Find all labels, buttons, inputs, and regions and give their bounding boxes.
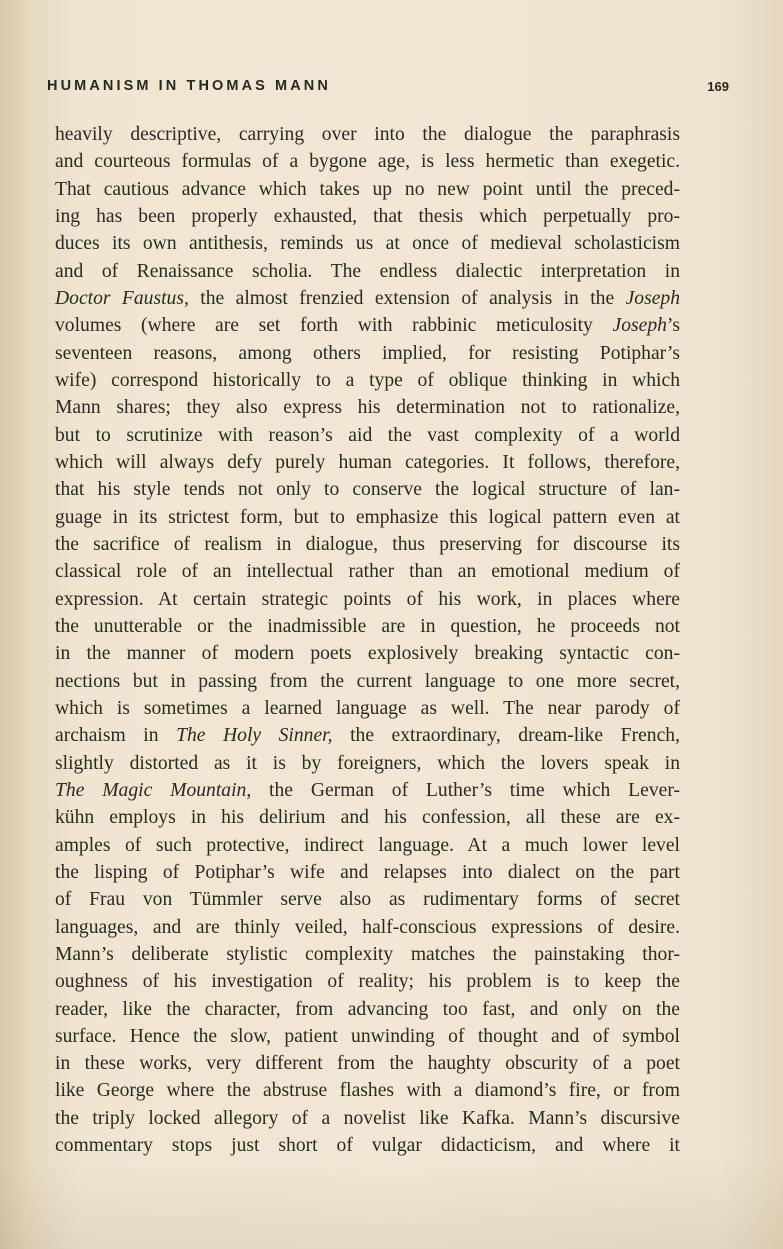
text-line: seventeen reasons, among others implied, for resisting Potiphar’s: [55, 342, 680, 364]
text-line: slightly distorted as it is by foreigners, which the lovers speak in: [55, 752, 680, 774]
italic-title: Joseph: [625, 287, 681, 309]
text-line: surface. Hence the slow, patient unwinding of thought and of symbol: [55, 1025, 680, 1047]
text-line: like George where the abstruse flashes with a diamond’s fire, or from: [55, 1080, 680, 1102]
text-line: wife) correspond historically to a type of oblique thinking in which: [55, 369, 680, 391]
running-title: HUMANISM IN THOMAS MANN: [47, 78, 331, 94]
text-line: of Frau von Tümmler serve also as rudimentary forms of secret: [55, 889, 680, 911]
text-line: That cautious advance which takes up no new point until the preced-: [55, 178, 680, 200]
text-line: Mann’s deliberate stylistic complexity matches the painstaking thor-: [55, 943, 680, 965]
text-line: oughness of his investigation of reality; his problem is to keep the: [55, 971, 680, 993]
running-head: [47, 74, 729, 100]
text-line: Doctor Faustus, the almost frenzied extension of analysis in the Joseph: [55, 287, 681, 309]
text-line: ing has been properly exhausted, that thesis which perpetually pro-: [55, 205, 680, 227]
text-line: archaism in The Holy Sinner, the extraordinary, dream-like French,: [55, 725, 680, 747]
text-line: duces its own antithesis, reminds us at once of medieval scholasticism: [55, 233, 680, 255]
text-line: but to scrutinize with reason’s aid the vast complexity of a world: [55, 424, 680, 446]
text-line: in these works, very different from the haughty obscurity of a poet: [55, 1053, 680, 1075]
text-line: which will always defy purely human categories. It follows, therefore,: [55, 451, 680, 473]
text-line: guage in its strictest form, but to emphasize this logical pattern even at: [55, 506, 680, 528]
italic-title: Joseph: [612, 315, 667, 337]
body-text: [55, 121, 680, 1159]
text-line: and courteous formulas of a bygone age, is less hermetic than exegetic.: [55, 151, 680, 173]
text-line: reader, like the character, from advancing too fast, and only on the: [55, 998, 680, 1020]
text-line: amples of such protective, indirect language. At a much lower level: [55, 834, 680, 856]
text-line: commentary stops just short of vulgar didacticism, and where it: [55, 1135, 680, 1157]
text-line: The Magic Mountain, the German of Luther’s time which Lever-: [55, 779, 680, 801]
text-line: the unutterable or the inadmissible are in question, he proceeds not: [55, 615, 680, 637]
text-line: classical role of an intellectual rather than an emotional medium of: [55, 561, 680, 583]
text-line: in the manner of modern poets explosively breaking syntactic con-: [55, 643, 680, 665]
text-line: nections but in passing from the current language to one more secret,: [55, 670, 680, 692]
italic-title: The Magic Mountain,: [55, 779, 252, 801]
text-line: that his style tends not only to conserve the logical structure of lan-: [55, 479, 680, 501]
text-line: expression. At certain strategic points of his work, in places where: [55, 588, 680, 610]
text-line: and of Renaissance scholia. The endless dialectic interpretation in: [55, 260, 680, 282]
text-line: which is sometimes a learned language as well. The near parody of: [55, 697, 680, 719]
text-line: volumes (where are set forth with rabbinic meticulosity Joseph’s: [55, 315, 680, 337]
text-line: the sacrifice of realism in dialogue, thus preserving for discourse its: [55, 533, 680, 555]
text-line: heavily descriptive, carrying over into the dialogue the paraphrasis: [55, 124, 680, 145]
italic-title: The Holy Sinner,: [176, 725, 333, 747]
text-line: languages, and are thinly veiled, half-conscious expressions of desire.: [55, 916, 680, 938]
text-line: Mann shares; they also express his determination not to rationalize,: [55, 397, 680, 419]
text-line: kühn employs in his delirium and his confession, all these are ex-: [55, 807, 680, 829]
italic-title: Doctor Faustus,: [55, 287, 189, 309]
text-line: the lisping of Potiphar’s wife and relapses into dialect on the part: [55, 861, 680, 883]
page-number: 169: [707, 79, 729, 94]
text-line: the triply locked allegory of a novelist like Kafka. Mann’s discursive: [55, 1107, 680, 1129]
